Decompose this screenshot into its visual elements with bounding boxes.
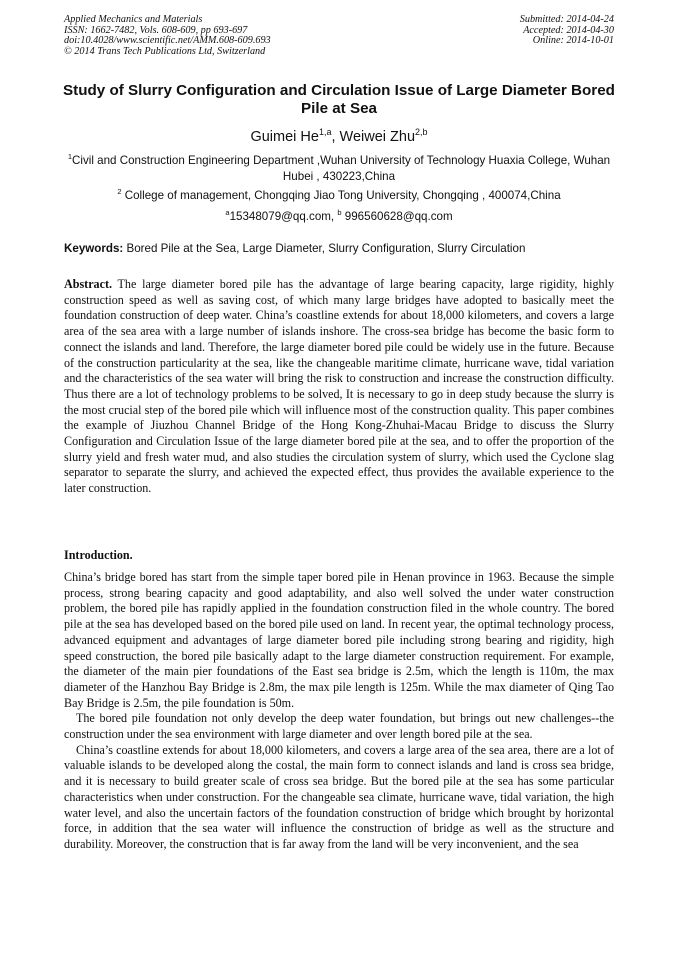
submitted-date: Submitted: 2014-04-24 <box>519 14 614 25</box>
author-separator: , <box>331 128 340 145</box>
copyright-line: © 2014 Trans Tech Publications Ltd, Switzerland <box>64 45 266 57</box>
journal-name: Applied Mechanics and Materials <box>64 14 203 25</box>
affiliation-1-text: Civil and Construction Engineering Department ,Wuhan University of Technology Huaxia College, Wuhan Hubei , 430223,China <box>72 153 611 183</box>
author-2-superscript: 2,b <box>415 127 428 137</box>
journal-header-left <box>64 15 271 57</box>
author-emails <box>60 205 618 225</box>
abstract-text: The large diameter bored pile has the advantage of large bearing capacity, large rigidity, highly construction speed as well as saving cost, of which many large bridges have adopted to basically meet the foundation construction of deep water. China’s coastline extends for about 18,000 kilometers, and covers a large area of the sea area with a large number of islands inshore. The cross-sea bridge has become the basic form to connect the islands and land. Therefore, the large diameter bored pile could be widely use in the future. Because of the construction particularity at the sea, like the changeable maritime climate, hurricane wave, tidal variation and the characteristics of the sea water will bring the risk to construction and increase the construction difficulty. Thus there are a lot of technology problems to be solved, It is necessary to go in deep study because the slurry is the most crucial step of the bored pile which will influence most of the construction quality. This paper combines the example of Jiuzhou Channel Bridge of the Hong Kong-Zhuhai-Macau Bridge to discuss the Slurry Configuration and Circulation Issue of the large diameter bored pile at the sea, and to offer the proportion of the slurry yield and fresh water mud, and also studies the circulation system of slurry, which used the Cyclone slag separator to separate the slurry, and achieved the expected effect, thus provides the available experience to the later construction. <box>64 277 614 496</box>
abstract-label: Abstract. <box>64 277 113 291</box>
accepted-date: Accepted: 2014-04-30 <box>523 24 614 36</box>
author-2: Weiwei Zhu <box>339 128 416 145</box>
abstract <box>64 277 614 497</box>
intro-paragraph-3: China’s coastline extends for about 18,000 kilometers, and covers a large area of the sea area, there are a lot of valuable islands to be developed along the costal, the main form to connect islands and land is cross sea bridge, and it is necessary to build greater scale of cross sea bridge. But the bored pile at the sea has some particular characteristics when under construction. For the changeable sea climate, hurricane wave, tidal variation, the high water level, and also the uncertain factors of the foundation construction of bridge which brought by horizontal force, in addition that the sea water will influence the construction of bridge as well as the structure and durability. Moreover, the construction that is far away from the land will be very inconvenient, and the sea <box>64 742 614 851</box>
doi-line: doi:10.4028/www.scientific.net/AMM.608-609.693 <box>64 35 271 47</box>
paper-title: Study of Slurry Configuration and Circulation Issue of Large Diameter Bored Pile at Sea <box>63 82 615 117</box>
journal-header-right <box>520 15 614 47</box>
affiliation-1-superscript: 1 <box>67 152 73 161</box>
intro-paragraph-1: China’s bridge bored has start from the simple taper bored pile in Henan province in 1963. Because the simple process, strong bearing capacity and good adaptability, and also well solved the under water construction problem, the bored pile has rapidly applied in the foundation construction filed in the whole country. The bored pile at the sea has developed based on the bored pile used on land. In recent year, the optimal technology process, advanced equipment and advantages of large diameter bored pile including strong bearing and rigidity, high speed construction, the bored pile basically adapt to the large diameter construction requirement. For example, the diameter of the main pier foundations of the East sea bridge is 2.5m, which the length is 110m, the max diameter of the Hanzhou Bay Bridge is 2.8m, the max pile length is 125m. While the max diameter of Qing Tao Bay Bridge is 2.5m, the pile foundation is 50m. <box>64 570 614 710</box>
intro-paragraph-2: The bored pile foundation not only develop the deep water foundation, but brings out new challenges--the construction under the sea environment with large diameter and over length bored pile at the sea. <box>64 711 614 742</box>
affiliation-2-text: College of management, Chongqing Jiao Tong University, Chongqing , 400074,China <box>121 188 561 202</box>
affiliation-2-superscript: 2 <box>117 187 122 196</box>
author-1: Guimei He <box>250 128 319 145</box>
author-1-superscript: 1,a <box>318 127 332 137</box>
issn-line: ISSN: 1662-7482, Vols. 608-609, pp 693-697 <box>64 24 248 36</box>
introduction-heading: Introduction. <box>64 548 133 562</box>
email-a-superscript: a <box>225 208 230 217</box>
introduction-body <box>64 570 614 853</box>
email-a: 15348079@qq.com, <box>229 209 338 223</box>
author-line <box>60 124 618 146</box>
keywords-line <box>64 241 624 256</box>
email-b: 996560628@qq.com <box>341 209 453 223</box>
keywords-label: Keywords: <box>64 242 124 255</box>
affiliation-1 <box>60 149 618 185</box>
keywords-text: Bored Pile at the Sea, Large Diameter, Slurry Configuration, Slurry Circulation <box>123 242 526 255</box>
affiliation-2 <box>60 184 618 204</box>
email-b-superscript: b <box>337 208 342 217</box>
online-date: Online: 2014-10-01 <box>532 35 614 47</box>
